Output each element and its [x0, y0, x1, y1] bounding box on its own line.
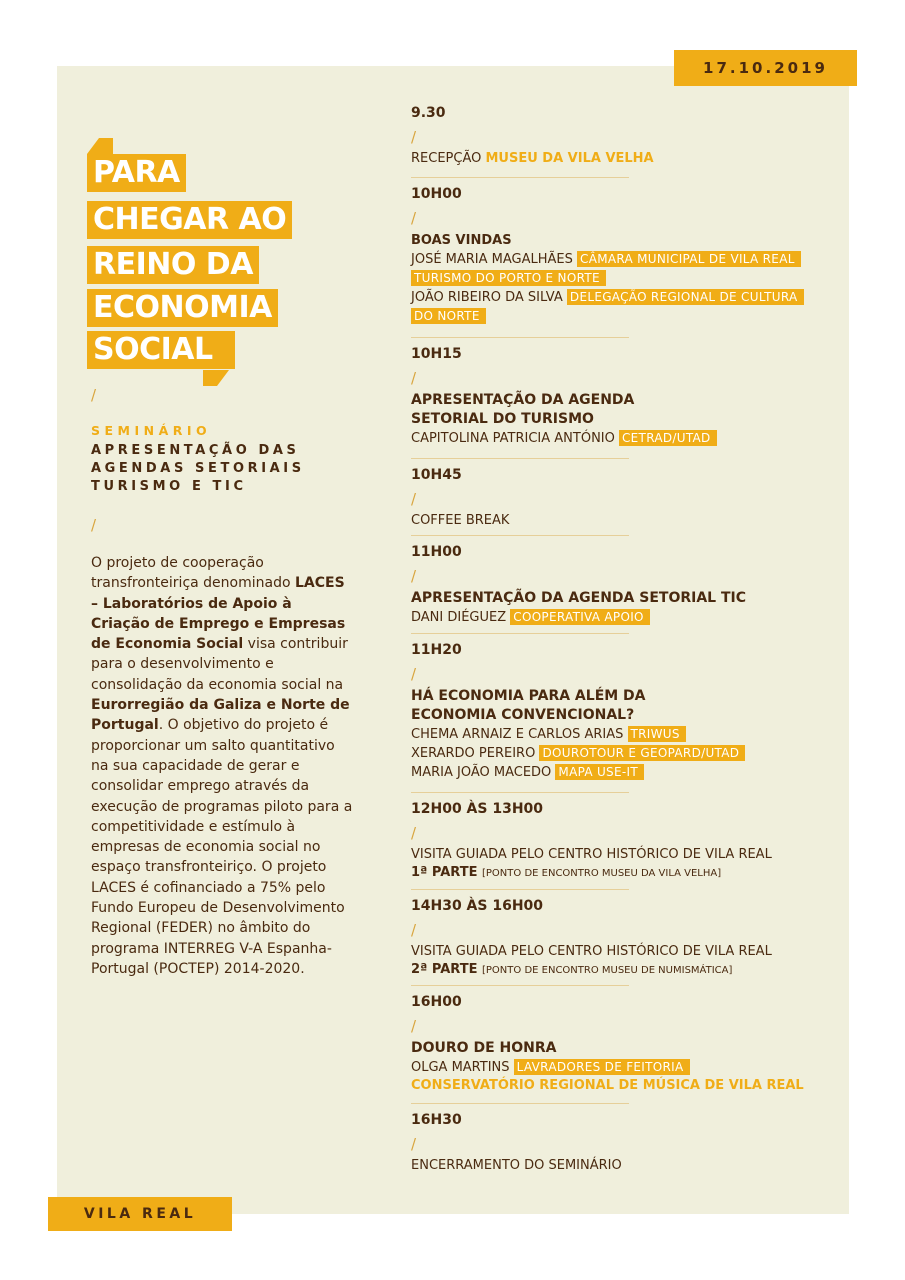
schedule-time: 10H45 [411, 467, 462, 483]
slash-divider: / [411, 567, 417, 585]
schedule-item: 11H00 / APRESENTAÇÃO DA AGENDA SETORIAL TIC DANI DIÉGUEZ COOPERATIVA APOIO [411, 543, 841, 627]
slash-divider: / [411, 490, 417, 508]
separator [411, 337, 629, 338]
schedule-time: 16H30 [411, 1112, 462, 1128]
schedule-time: 10H00 [411, 186, 462, 202]
item-heading: APRESENTAÇÃO DA AGENDA SETORIAL TIC [411, 590, 747, 606]
item-heading: APRESENTAÇÃO DA AGENDA [411, 392, 635, 408]
schedule-item: 16H00 / DOURO DE HONRA OLGA MARTINS LAVRADORES DE FEITORIA CONSERVATÓRIO REGIONAL DE MÚSICA DE VILA REAL [411, 993, 841, 1095]
item-heading: BOAS VINDAS [411, 233, 512, 248]
title-line-5: SOCIAL [87, 331, 235, 369]
org-tag: MAPA USE-IT [555, 764, 644, 780]
schedule-time: 14H30 ÀS 16H00 [411, 898, 544, 914]
schedule-item: 11H20 / HÁ ECONOMIA PARA ALÉM DA ECONOMIA CONVENCIONAL? CHEMA ARNAIZ E CARLOS ARIAS TRIWUS XERARDO PEREIRO DOUROTOUR E GEOPARD/UTAD MARIA JOÃO MACEDO MAPA USE-IT [411, 641, 841, 782]
slash-divider: / [411, 665, 417, 683]
org-tag: CETRAD/UTAD [619, 430, 717, 446]
org-tag: TRIWUS [628, 726, 686, 742]
schedule-item: 16H30 / ENCERRAMENTO DO SEMINÁRIO [411, 1111, 841, 1175]
separator [411, 458, 629, 459]
slash-divider: / [411, 1017, 417, 1035]
title-line-3: REINO DA [87, 246, 259, 284]
separator [411, 633, 629, 634]
corner-triangle-icon [203, 370, 229, 386]
title-line-4: ECONOMIA [87, 289, 278, 327]
org-tag: COOPERATIVA APOIO [510, 609, 650, 625]
date-badge: 17.10.2019 [674, 50, 857, 86]
slash-divider: / [411, 921, 417, 939]
separator [411, 535, 629, 536]
schedule-time: 11H20 [411, 642, 462, 658]
seminar-title-line: TURISMO E TIC [91, 479, 247, 494]
schedule-item: 10H15 / APRESENTAÇÃO DA AGENDA SETORIAL DO TURISMO CAPITOLINA PATRICIA ANTÓNIO CETRAD/UTAD [411, 345, 841, 448]
slash-divider: / [411, 128, 417, 146]
org-tag: DELEGAÇÃO REGIONAL DE CULTURA [567, 289, 804, 305]
title-line-1: PARA [87, 154, 186, 192]
slash-divider: / [411, 209, 417, 227]
seminar-title-line: APRESENTAÇÃO DAS [91, 443, 300, 458]
separator [411, 792, 629, 793]
slash-divider: / [411, 1135, 417, 1153]
schedule-time: 16H00 [411, 994, 462, 1010]
item-heading: DOURO DE HONRA [411, 1040, 557, 1056]
seminar-title [91, 442, 351, 496]
separator [411, 889, 629, 890]
separator [411, 985, 629, 986]
corner-triangle-icon [87, 138, 113, 154]
item-heading: HÁ ECONOMIA PARA ALÉM DA [411, 688, 646, 704]
item-heading: SETORIAL DO TURISMO [411, 411, 594, 427]
city-badge: VILA REAL [48, 1197, 232, 1231]
schedule-time: 12H00 ÀS 13H00 [411, 801, 544, 817]
schedule-time: 10H15 [411, 346, 462, 362]
venue-name: CONSERVATÓRIO REGIONAL DE MÚSICA DE VILA REAL [411, 1078, 804, 1093]
slash-divider: / [411, 369, 417, 387]
venue-name: MUSEU DA VILA VELHA [485, 151, 654, 166]
schedule-item: 12H00 ÀS 13H00 / VISITA GUIADA PELO CENTRO HISTÓRICO DE VILA REAL 1ª PARTE [PONTO DE ENCONTRO MUSEU DA VILA VELHA] [411, 800, 841, 883]
schedule-item: 10H00 / BOAS VINDAS JOSÉ MARIA MAGALHÃES CÂMARA MUNICIPAL DE VILA REAL TURISMO DO PORTO E NORTE JOÃO RIBEIRO DA SILVA DELEGAÇÃO REGIONAL DE CULTURA DO NORTE [411, 185, 841, 326]
separator [411, 1103, 629, 1104]
project-description: O projeto de cooperação transfronteiriça denominado LACES – Laboratórios de Apoio à Criação de Emprego e Empresas de Economia Social visa contribuir para o desenvolvimento e consolidação da economia social na Eurorregião da Galiza e Norte de Portugal. O objetivo do projeto é proporcionar um salto quantitativo na sua capacidade de gerar e consolidar emprego através da execução de programas piloto para a competitividade e estímulo à empresas de economia social no espaço transfronteiriço. O projeto LACES é cofinanciado a 75% pelo Fundo Europeu de Desenvolvimento Regional (FEDER) no âmbito do programa INTERREG V-A Espanha-Portugal (POCTEP) 2014-2020. [91, 555, 353, 977]
slash-divider: / [411, 824, 417, 842]
org-tag: DOUROTOUR E GEOPARD/UTAD [539, 745, 745, 761]
separator [411, 177, 629, 178]
slash-divider: / [91, 516, 97, 534]
org-tag: TURISMO DO PORTO E NORTE [411, 270, 606, 286]
org-tag: DO NORTE [411, 308, 486, 324]
org-tag: CÂMARA MUNICIPAL DE VILA REAL [577, 251, 801, 267]
slash-divider: / [91, 386, 97, 404]
schedule-item: 10H45 / COFFEE BREAK [411, 466, 841, 530]
schedule-time: 11H00 [411, 544, 462, 560]
schedule-item: 14H30 ÀS 16H00 / VISITA GUIADA PELO CENTRO HISTÓRICO DE VILA REAL 2ª PARTE [PONTO DE ENCONTRO MUSEU DE NUMISMÁTICA] [411, 897, 841, 980]
item-heading: ECONOMIA CONVENCIONAL? [411, 707, 635, 723]
title-line-2: CHEGAR AO [87, 201, 292, 239]
seminar-label: SEMINÁRIO [91, 423, 212, 438]
seminar-title-line: AGENDAS SETORIAIS [91, 461, 305, 476]
schedule-item: 9.30 / RECEPÇÃO MUSEU DA VILA VELHA [411, 104, 841, 168]
schedule-time: 9.30 [411, 105, 446, 121]
org-tag: LAVRADORES DE FEITORIA [514, 1059, 690, 1075]
